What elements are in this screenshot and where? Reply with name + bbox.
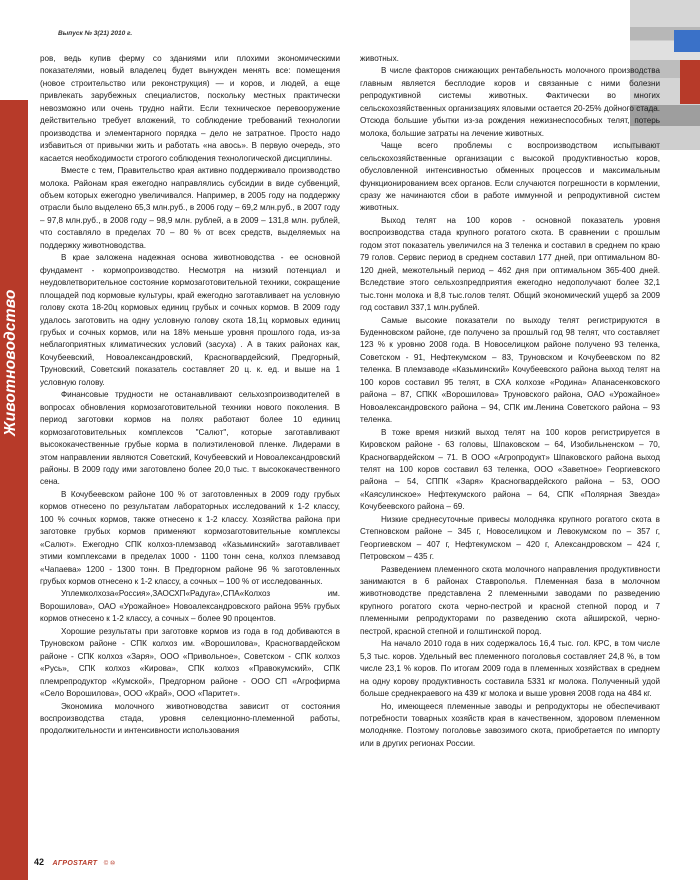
paragraph: Низкие среднесуточные привесы молодняка крупного рогатого скота в Степновском районе – 345 г, Новоселицком и Левокумском по – 357 г, Георгиевском – 407 г, Нефтекумском – 420 г, Александровском – 424 г, Петровском – 435 г. [360, 514, 660, 562]
issue-header: Выпуск № 3(21) 2010 г. [58, 30, 133, 37]
paragraph: ров, ведь купив ферму со зданиями или плохими экономическими показателями, новый владелец будет вынужден менять все: помещения (новое строительство или реконструкция) — и коров, и людей, а еще привлекать зарубежных специалистов, поскольку местных практически невозможно или очень трудно найти. Если техническое перевооружение действительно требует вложений, то соблюдение требований технологии производства и элементарного порядка – дело не затратное. Просто надо избавиться от привычки жить и работать «на авось». В первую очередь, это касается необходимости строгого соблюдения технологической дисциплины. [40, 54, 340, 163]
page-number: 42 [34, 857, 45, 867]
paragraph: Разведением племенного скота молочного направления продуктивности занимаются в 6 районах Ставрополья. Племенная база в молочном животноводстве представлена 2 племенными заводами по разведению крупного рогатого скота черно-пестрой и красной степной пород и 7 племенными репродукторами по разведению скота айширской, черно-пестрой, красной степной и голштинской пород. [360, 564, 660, 636]
paragraph: В крае заложена надежная основа животноводства - ее основной фундамент - кормопроизводство. Несмотря на низкий потенциал и неудовлетворительное состояние кормозаготовительной техники, сокращение площадей под кормовые культуры, край ежегодно заготавливает на условную голову скота 18-20ц кормовых единиц грубых и сочных кормов. В 2009 году удалось заготовить на одну условную голову скота 18,1ц кормовых единиц грубых и сочных кормов, или на 18% меньше уровня прошлого года, из-за неблагоприятных климатических условий (засуха) . А в таких районах как, Кочубеевский, Новоалександровский, Красногвардейский, Предгорный, Труновский, Советский показатель составляет 20 ц. к. ед. и выше на 1 условную голову. [40, 253, 340, 387]
text-column-right [360, 53, 660, 750]
magazine-logo: АГРОSTART [52, 860, 98, 867]
section-sidebar [0, 100, 28, 880]
paragraph: Уплемколхоза«Россия»,ЗАОСХП«Радуга»,СПА«Колхоз им. Ворошилова», ОАО «Урожайное» Новоалександровского района 95% грубых кормов отнесено к 1-2 классу, а сочных – более 90 процентов. [40, 589, 340, 624]
paragraph: В числе факторов снижающих рентабельность молочного производства главным является бесплодие коров и связанные с ними болезни репродуктивной системы животных. Фактически во многих сельскохозяйственных организациях яловыми остается 20-25% дойного стада. Отсюда большие убытки из-за рождения нежизнеспособных телят, потерь молока, большие затраты на лечение животных. [360, 66, 660, 138]
paragraph: Самые высокие показатели по выходу телят регистрируются в Буденновском районе, где получено за прошлый год 98 телят, что составляет 123 % к уровню 2008 года. В Новоселицком районе получено 93 теленка, Советском - 91, Нефтекумском – 83, Труновском и Кочубеевском по 82 теленка. В племзаводе «Казьминский» Кочубеевского района выход телят на 100 коров составил 95 телят, в СХА колхозе «Родина» Апанасенковского района – 87, СПКК «Ворошилова» Труновского района, ОАО «Урожайное» Новоалександровского района – 94, СПК им.Ленина Советского района – 93 теленка. [360, 315, 660, 425]
decorative-blue-block [674, 30, 700, 52]
paragraph: Выход телят на 100 коров - основной показатель уровня воспроизводства стада крупного рогатого скота. В сравнении с прошлым годом этот показатель увеличился на 3 теленка и составил в среднем по краю 79 голов. Сервис период в среднем составил 177 дней, при оптимальном 80-120 дней, межотельный период – 462 дня при оптимальном 365-400 дней. Вследствие этого сельхозпредприятия ежегодно недополучают более 32,1 тыс.тонн молока и 8,8 тыс.голов телят. Общий экономический ущерб за 2009 год составил 337,1 млн.рублей. [360, 215, 660, 313]
page-footer [34, 852, 115, 870]
logo-marks-icon: © ⑩ [103, 861, 116, 867]
paragraph: В тоже время низкий выход телят на 100 коров регистрируется в Кировском районе - 63 головы, Шпаковском – 64, Изобильненском – 70, Красногвардейском – 71. В ООО «Агропродукт» Шпаковского района выход телят на 100 коров составил 63 теленка, ООО «Заветное» Георгиевского района – 54, СППК «Заря» Красногвардейского района – 53, ООО «Каясулинское» Нефтекумского района – 64, СПК «Полярная Звезда» Кочубеевского района – 69. [360, 427, 660, 512]
paragraph: животных. [360, 54, 399, 63]
paragraph: Вместе с тем, Правительство края активно поддерживало производство молока. Районам края ежегодно направлялись субсидии в виде субвенций, объем которых ежегодно увеличивался. Например, в 2005 году на поддержку отрасли было выделено 65,3 млн.руб., в 2006 году – 69,2 млн.руб., в 2007 году – 97,8 млн.руб., в 2008 году – 98,9 млн. рублей, а в 2009 – 131,8 млн. рублей, что составляло в пределах 70 – 80 % от всех средств, выделяемых на поддержку животноводства. [40, 166, 340, 250]
decorative-red-block [680, 60, 700, 104]
paragraph: На начало 2010 года в них содержалось 16,4 тыс. гол. КРС, в том числе 5,3 тыс. коров. Удельный вес племенного поголовья составляет 24,8 %, в том числе 23,1 % коров. По итогам 2009 года в племенных хозяйствах в среднем на одну корову продуктивность составила 5331 кг молока. Полученный удой больше среднекраевого на 439 кг молока и выше уровня 2008 года на 484 кг. [360, 639, 660, 699]
paragraph: Но, имеющееся племенные заводы и репродукторы не обеспечивают потребности товарных хозяйств края в качественном, здоровом племенном молодняке. Поэтому поголовье завозимого скота, приобретается по импорту или в других регионах России. [360, 701, 660, 748]
paragraph: Хорошие результаты при заготовке кормов из года в год добиваются в Труновском районе - СПК колхоз им. «Ворошилова», Красногвардейском районе - СПК колхоз «Заря», ООО «Привольное», Советском - СПК колхоз «Русь», СПК колхоз «Кирова», СПК колхоз «Правокумский», СПК племрепродуктор «Кумской», Предгорном районе - ООО СП «Агрофирма «Село Ворошилова», ООО «Край», ООО «Паритет». [40, 626, 340, 699]
paragraph: В Кочубеевском районе 100 % от заготовленных в 2009 году грубых кормов отнесено по результатам лабораторных исследований к 1-2 классу, 100 % сочных кормов, также отнесено к 1-2 классу. Хозяйства района при заготовке грубых кормов применяют кормозаготовительные комплексы «Салют». Ежегодно СПК колхоз-племзавод «Казьминский» заготавливает этими комплексами в пределах 1000 - 1100 тонн сена, колхоз племзавод «Чапаева» 1200 - 1300 тонн. В Предгорном районе 96 % заготовленных грубых кормов отнесено к 1-2 классу, а сочных – 100 % от исследованных. [40, 489, 340, 587]
text-column-left [40, 53, 340, 738]
paragraph: Экономика молочного животноводства зависит от состояния воспроизводства стада, уровня селекционно-племенной работы, продолжительности и интенсивности использования [40, 701, 340, 736]
section-title: Животноводство [2, 289, 19, 436]
paragraph: Финансовые трудности не останавливают сельхозпроизводителей в вопросах обновления кормозаготовительной техники нового поколения. В период заготовки кормов на полях работают более 10 единиц кормозаготовительных комплексов "Салют", которые заготавливают высококачественные грубые корма в полиэтиленовой пленке. Лидерами в этом направлении являются Советский, Кочубеевский и Новоалександровский районы. В 2009 году ими заготовлено более 20,0 тыс. т высококачественного сена. [40, 390, 340, 487]
paragraph: Чаще всего проблемы с воспроизводством испытывают сельскохозяйственные организации с высокой продуктивностью коров, обусловленной интенсивностью обменных процессов и максимальным функционированием всех органов. Если случаются погрешности в кормлении, сразу же начинаются сбои в работе иммунной и репродуктивной систем животных. [360, 141, 660, 213]
